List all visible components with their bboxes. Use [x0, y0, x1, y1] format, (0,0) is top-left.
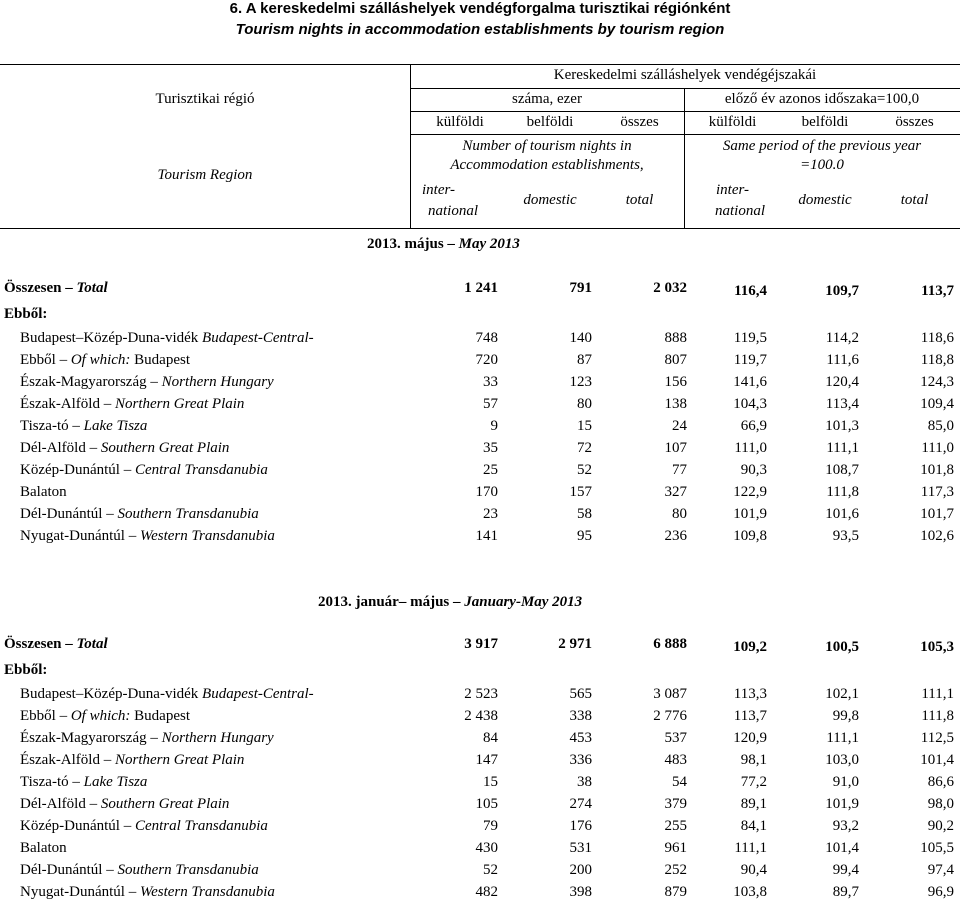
row-label — [20, 818, 268, 835]
row-label-sep: – — [119, 462, 135, 478]
row-label — [20, 506, 259, 523]
header-region-en: Tourism Region — [157, 167, 253, 183]
row-label-en: Northern Great Plain — [114, 752, 245, 768]
cell-value: 23 — [483, 506, 498, 522]
row-label-hu: Észak-Alföld — [20, 752, 100, 768]
row-label-hu: Dél-Alföld — [20, 440, 86, 456]
row-label — [20, 730, 274, 747]
row-label-sep: – — [119, 818, 135, 834]
section-heading-en: January-May 2013 — [464, 594, 583, 610]
row-label-sep: – — [124, 528, 140, 544]
table-subtitle: Tourism nights in accommodation establishments by tourism region — [235, 21, 725, 38]
cell-value: 109,4 — [920, 396, 954, 412]
cell-value: 86,6 — [927, 774, 954, 790]
row-label-hu: Észak-Magyarország — [20, 374, 147, 390]
cell-value: 120,4 — [825, 374, 859, 390]
table-row — [0, 484, 960, 506]
table-row — [0, 374, 960, 396]
table-row — [0, 662, 960, 684]
row-label-sep: – — [99, 752, 115, 768]
row-label — [20, 686, 314, 703]
row-label — [20, 396, 244, 413]
cell-value: 84 — [483, 730, 498, 746]
cell-value: 85,0 — [927, 418, 954, 434]
cell-value: 9 — [490, 418, 498, 434]
row-label — [20, 840, 67, 857]
cell-value: 118,8 — [920, 352, 954, 368]
cell-value: 327 — [664, 484, 687, 500]
row-label-hu: Ebből — [20, 708, 56, 724]
cell-value: 119,5 — [733, 330, 767, 346]
row-label-en: Of which: — [70, 708, 131, 724]
row-label-hu-2: Budapest — [130, 708, 190, 724]
cell-value: 113,7 — [733, 708, 767, 724]
row-label — [20, 462, 268, 479]
row-label-sep: – — [55, 352, 71, 368]
cell-value: 176 — [569, 818, 592, 834]
row-label — [20, 774, 147, 791]
row-label-hu: Közép-Dunántúl — [20, 818, 120, 834]
cell-value: 430 — [475, 840, 498, 856]
cell-value: 274 — [569, 796, 592, 812]
cell-value: 398 — [569, 884, 592, 900]
table-row — [0, 862, 960, 884]
cell-value: 102,6 — [920, 528, 954, 544]
row-label-sep: – — [102, 862, 118, 878]
cell-value: 101,8 — [920, 462, 954, 478]
row-label-en: Lake Tisza — [83, 774, 148, 790]
cell-value: 84,1 — [740, 818, 767, 834]
section-heading-en: May 2013 — [458, 236, 520, 252]
cell-value: 101,9 — [733, 506, 767, 522]
row-label-hu: Budapest–Közép-Duna-vidék — [20, 330, 203, 346]
cell-value: 66,9 — [740, 418, 767, 434]
cell-value: 123 — [569, 374, 592, 390]
cell-value: 52 — [577, 462, 592, 478]
cell-value: 338 — [569, 708, 592, 724]
cell-value: 77,2 — [740, 774, 767, 790]
cell-value: 102,1 — [825, 686, 859, 702]
header-en-international-2b: national — [714, 203, 765, 219]
table-row — [0, 280, 960, 302]
section-heading-hu: 2013. május — [367, 236, 444, 252]
cell-value: 2 523 — [464, 686, 498, 702]
cell-value: 3 087 — [653, 686, 687, 702]
cell-value: 255 — [664, 818, 687, 834]
row-label — [4, 280, 108, 297]
cell-value: 961 — [664, 840, 687, 856]
row-label — [20, 862, 259, 879]
row-label-hu: Nyugat-Dunántúl — [20, 528, 125, 544]
section-heading-jan-may — [318, 594, 582, 611]
cell-value: 111,0 — [921, 440, 954, 456]
row-label-hu: Észak-Magyarország — [20, 730, 147, 746]
cell-value: 720 — [475, 352, 498, 368]
table-row — [0, 418, 960, 440]
cell-value: 35 — [483, 440, 498, 456]
table-row — [0, 636, 960, 658]
cell-value: 2 971 — [558, 636, 592, 652]
cell-value: 90,4 — [740, 862, 767, 878]
table-row — [0, 352, 960, 374]
cell-value: 111,0 — [734, 440, 767, 456]
cell-value: 91,0 — [832, 774, 859, 790]
cell-value: 112,5 — [920, 730, 954, 746]
row-label-hu: Ebből — [20, 352, 56, 368]
cell-value: 97,4 — [927, 862, 954, 878]
row-label — [4, 636, 108, 653]
header-col-hu-3: összes — [620, 114, 659, 130]
cell-value: 113,4 — [825, 396, 859, 412]
header-abs-hu: száma, ezer — [512, 91, 582, 107]
cell-value: 93,2 — [832, 818, 859, 834]
row-label-en: Total — [76, 280, 108, 296]
row-label-en: Of which: — [70, 352, 131, 368]
row-label-hu: Közép-Dunántúl — [20, 462, 120, 478]
cell-value: 453 — [569, 730, 592, 746]
row-label-hu: Tisza-tó — [20, 774, 69, 790]
row-label-en: Central Transdanubia — [134, 462, 268, 478]
cell-value: 2 438 — [464, 708, 498, 724]
row-label-sep: – — [85, 440, 101, 456]
row-label — [20, 796, 229, 813]
row-label-sep: – — [68, 418, 84, 434]
cell-value: 90,3 — [740, 462, 767, 478]
row-label-hu: Ebből: — [4, 306, 48, 322]
cell-value: 157 — [569, 484, 592, 500]
cell-value: 90,2 — [927, 818, 954, 834]
cell-value: 108,7 — [825, 462, 859, 478]
cell-value: 565 — [569, 686, 592, 702]
row-label — [20, 440, 229, 457]
cell-value: 483 — [664, 752, 687, 768]
table-row — [0, 708, 960, 730]
table-row — [0, 506, 960, 528]
cell-value: 103,0 — [825, 752, 859, 768]
cell-value: 109,8 — [733, 528, 767, 544]
table-row — [0, 528, 960, 550]
cell-value: 105,3 — [920, 639, 954, 655]
cell-value: 104,3 — [733, 396, 767, 412]
cell-value: 89,1 — [740, 796, 767, 812]
table-row — [0, 840, 960, 862]
cell-value: 6 888 — [653, 636, 687, 652]
cell-value: 111,1 — [921, 686, 954, 702]
row-label-hu: Ebből: — [4, 662, 48, 678]
table-row — [0, 330, 960, 352]
row-label-hu: Budapest–Közép-Duna-vidék — [20, 686, 203, 702]
cell-value: 2 032 — [653, 280, 687, 296]
cell-value: 80 — [577, 396, 592, 412]
cell-value: 111,8 — [826, 484, 859, 500]
table-row — [0, 396, 960, 418]
row-label-hu: Nyugat-Dunántúl — [20, 884, 125, 900]
cell-value: 101,6 — [825, 506, 859, 522]
cell-value: 101,4 — [825, 840, 859, 856]
row-label-hu: Észak-Alföld — [20, 396, 100, 412]
row-label-sep: – — [146, 730, 162, 746]
row-label — [20, 884, 275, 901]
row-label-en: Northern Hungary — [161, 730, 274, 746]
header-col-hu-5: belföldi — [801, 114, 849, 130]
cell-value: 107 — [664, 440, 687, 456]
cell-value: 122,9 — [733, 484, 767, 500]
cell-value: 120,9 — [733, 730, 767, 746]
row-label-sep: – — [68, 774, 84, 790]
row-label-sep: – — [146, 374, 162, 390]
row-label-en: Southern Great Plain — [100, 796, 230, 812]
table-row — [0, 306, 960, 328]
row-label — [20, 330, 314, 347]
header-col-hu-1: külföldi — [436, 114, 484, 130]
header-col-hu-4: külföldi — [708, 114, 757, 130]
header-en-domestic-2: domestic — [798, 192, 852, 208]
row-label — [20, 352, 190, 369]
cell-value: 3 917 — [464, 636, 498, 652]
row-label-sep: – — [61, 280, 77, 296]
cell-value: 15 — [483, 774, 498, 790]
cell-value: 58 — [577, 506, 592, 522]
cell-value: 147 — [475, 752, 498, 768]
cell-value: 15 — [577, 418, 592, 434]
cell-value: 101,9 — [825, 796, 859, 812]
row-label-sep: – — [55, 708, 71, 724]
row-label-en: Southern Great Plain — [100, 440, 230, 456]
cell-value: 140 — [569, 330, 592, 346]
cell-value: 80 — [672, 506, 687, 522]
row-label — [4, 306, 47, 323]
header-en-international-1b: national — [427, 203, 478, 219]
row-label-en: Lake Tisza — [83, 418, 148, 434]
row-label-hu: Összesen — [4, 636, 62, 652]
cell-value: 117,3 — [920, 484, 954, 500]
cell-value: 99,8 — [832, 708, 859, 724]
table-row — [0, 440, 960, 462]
cell-value: 111,1 — [734, 840, 767, 856]
row-label — [20, 484, 67, 501]
cell-value: 537 — [664, 730, 687, 746]
cell-value: 89,7 — [832, 884, 859, 900]
cell-value: 100,5 — [825, 639, 859, 655]
cell-value: 54 — [672, 774, 687, 790]
cell-value: 888 — [664, 330, 687, 346]
table-row — [0, 752, 960, 774]
row-label-hu: Dél-Dunántúl — [20, 506, 103, 522]
cell-value: 52 — [483, 862, 498, 878]
row-label-en: Western Transdanubia — [139, 884, 275, 900]
cell-value: 111,1 — [826, 730, 859, 746]
header-abs-en-1: Number of tourism nights in — [462, 138, 632, 154]
table-row — [0, 730, 960, 752]
cell-value: 24 — [672, 418, 687, 434]
cell-value: 99,4 — [832, 862, 859, 878]
cell-value: 124,3 — [920, 374, 954, 390]
header-en-total-2: total — [900, 192, 929, 208]
row-label-en: Northern Hungary — [161, 374, 274, 390]
cell-value: 57 — [483, 396, 498, 412]
table-row — [0, 774, 960, 796]
cell-value: 118,6 — [920, 330, 954, 346]
cell-value: 879 — [664, 884, 687, 900]
cell-value: 111,6 — [826, 352, 859, 368]
header-en-total-1: total — [625, 192, 654, 208]
cell-value: 200 — [569, 862, 592, 878]
row-label-hu: Balaton — [20, 484, 67, 500]
row-label-en: Northern Great Plain — [114, 396, 245, 412]
row-label-hu-2: Budapest — [130, 352, 190, 368]
cell-value: 138 — [664, 396, 687, 412]
row-label-hu: Dél-Alföld — [20, 796, 86, 812]
cell-value: 111,8 — [921, 708, 954, 724]
cell-value: 748 — [475, 330, 498, 346]
header-abs-en-2: Accommodation establishments, — [450, 157, 644, 173]
header-en-international-1a: inter- — [422, 182, 456, 198]
cell-value: 141 — [475, 528, 498, 544]
cell-value: 114,2 — [825, 330, 859, 346]
cell-value: 336 — [569, 752, 592, 768]
table-row — [0, 462, 960, 484]
row-label-hu: Balaton — [20, 840, 67, 856]
cell-value: 95 — [577, 528, 592, 544]
cell-value: 170 — [475, 484, 498, 500]
row-label-en: Southern Transdanubia — [117, 506, 259, 522]
header-prev-en-2: =100.0 — [800, 157, 844, 173]
cell-value: 2 776 — [653, 708, 687, 724]
cell-value: 87 — [577, 352, 592, 368]
header-prev-hu: előző év azonos időszaka=100,0 — [724, 91, 920, 107]
table-title: 6. A kereskedelmi szálláshelyek vendégforgalma turisztikai régiónként — [229, 0, 731, 17]
cell-value: 105 — [475, 796, 498, 812]
header-en-international-2a: inter- — [716, 182, 750, 198]
header-en-domestic-1: domestic — [523, 192, 577, 208]
cell-value: 379 — [664, 796, 687, 812]
row-label-en: Total — [76, 636, 108, 652]
row-label — [20, 528, 275, 545]
cell-value: 38 — [577, 774, 592, 790]
table-row — [0, 686, 960, 708]
row-label — [20, 374, 274, 391]
cell-value: 101,4 — [920, 752, 954, 768]
cell-value: 72 — [577, 440, 592, 456]
cell-value: 101,7 — [920, 506, 954, 522]
row-label — [4, 662, 47, 679]
cell-value: 79 — [483, 818, 498, 834]
cell-value: 113,3 — [733, 686, 767, 702]
cell-value: 113,7 — [921, 283, 954, 299]
cell-value: 531 — [569, 840, 592, 856]
cell-value: 33 — [483, 374, 498, 390]
cell-value: 1 241 — [464, 280, 498, 296]
cell-value: 252 — [664, 862, 687, 878]
cell-value: 482 — [475, 884, 498, 900]
section-heading-may — [367, 236, 520, 253]
section-heading-sep: – — [453, 594, 461, 610]
row-label-en: Central Transdanubia — [134, 818, 268, 834]
section-heading-hu: 2013. január– május — [318, 594, 450, 610]
header-col-hu-2: belföldi — [526, 114, 574, 130]
cell-value: 109,7 — [825, 283, 859, 299]
row-label — [20, 418, 147, 435]
row-label-en: Budapest-Central- — [202, 330, 314, 346]
cell-value: 236 — [664, 528, 687, 544]
cell-value: 116,4 — [734, 283, 767, 299]
cell-value: 111,1 — [826, 440, 859, 456]
row-label-sep: – — [99, 396, 115, 412]
row-label-en: Western Transdanubia — [139, 528, 275, 544]
cell-value: 93,5 — [832, 528, 859, 544]
row-label-sep: – — [102, 506, 118, 522]
row-label-en: Southern Transdanubia — [117, 862, 259, 878]
cell-value: 807 — [664, 352, 687, 368]
row-label-hu: Összesen — [4, 280, 62, 296]
header-group-hu: Kereskedelmi szálláshelyek vendégéjszakái — [553, 67, 817, 83]
table-row — [0, 796, 960, 818]
row-label-hu: Tisza-tó — [20, 418, 69, 434]
cell-value: 119,7 — [733, 352, 767, 368]
header-prev-en-1: Same period of the previous year — [722, 138, 922, 154]
table-row — [0, 884, 960, 906]
row-label-sep: – — [85, 796, 101, 812]
section-heading-sep: – — [447, 236, 455, 252]
cell-value: 141,6 — [733, 374, 767, 390]
cell-value: 103,8 — [733, 884, 767, 900]
row-label-en: Budapest-Central- — [202, 686, 314, 702]
cell-value: 109,2 — [733, 639, 767, 655]
header-col-hu-6: összes — [895, 114, 934, 130]
cell-value: 25 — [483, 462, 498, 478]
cell-value: 98,1 — [740, 752, 767, 768]
cell-value: 156 — [664, 374, 687, 390]
row-label-sep: – — [61, 636, 77, 652]
row-label-sep: – — [124, 884, 140, 900]
header-region-hu: Turisztikai régió — [155, 91, 255, 107]
cell-value: 791 — [569, 280, 592, 296]
cell-value: 96,9 — [927, 884, 954, 900]
cell-value: 101,3 — [825, 418, 859, 434]
row-label-hu: Dél-Dunántúl — [20, 862, 103, 878]
row-label — [20, 708, 190, 725]
cell-value: 98,0 — [927, 796, 954, 812]
row-label — [20, 752, 244, 769]
cell-value: 105,5 — [920, 840, 954, 856]
table-row — [0, 818, 960, 840]
cell-value: 77 — [672, 462, 687, 478]
